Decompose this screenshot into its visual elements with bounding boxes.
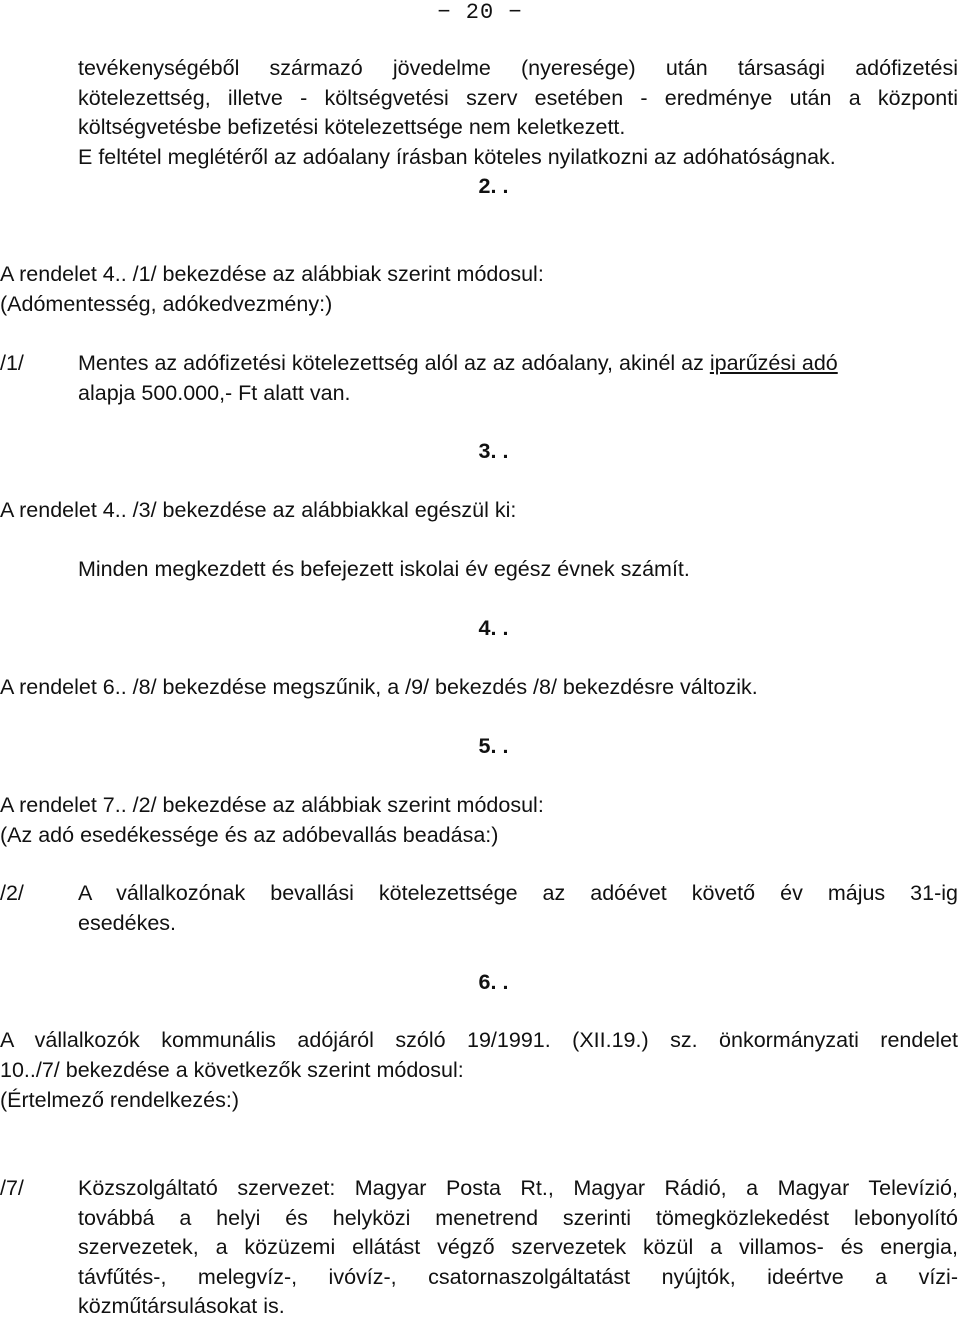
section-3-intro: A rendelet 4.. /3/ bekezdése az alábbiakkal egészül ki: <box>0 498 517 522</box>
paragraph-mark: /2/ <box>0 881 24 905</box>
section-heading-3: 3. . <box>478 439 509 463</box>
intro-paragraph-end <box>78 113 958 172</box>
paragraph-line: távfűtés-, melegvíz-, ivóvíz-, csatornaszolgáltatást nyújtók, ideértve a vízi- <box>78 1264 958 1289</box>
paragraph-line: Közszolgáltató szervezet: Magyar Posta Rt., Magyar Rádió, a Magyar Televízió, <box>78 1176 958 1200</box>
section-2-intro <box>0 260 958 319</box>
paragraph-7-text-end: közműtársulásokat is. <box>78 1294 285 1318</box>
paragraph-7-text <box>78 1174 958 1292</box>
paragraph-line: alapja 500.000,- Ft alatt van. <box>78 380 351 405</box>
intro-line: költségvetésbe befizetési kötelezettsége nem keletkezett. <box>78 115 626 139</box>
intro-line: tevékenységéből származó jövedelme (nyeresége) után társasági adófizetési <box>78 56 958 80</box>
section-intro-line: A rendelet 4.. /1/ bekezdése az alábbiak szerint módosul: <box>0 262 544 286</box>
paragraph-2-text-end: esedékes. <box>78 911 177 935</box>
section-3-text: Minden megkezdett és befejezett iskolai év egész évnek számít. <box>78 557 690 581</box>
page-number: − 20 − <box>437 0 523 25</box>
paragraph-1-text <box>78 349 958 408</box>
paragraph-mark: /7/ <box>0 1176 24 1200</box>
paragraph-text: Mentes az adófizetési kötelezettség alól az az adóalany, akinél az <box>78 351 710 375</box>
section-heading-6: 6. . <box>478 970 509 994</box>
paragraph-2-text <box>78 879 958 909</box>
paragraph-line <box>78 349 958 379</box>
section-5-intro <box>0 791 958 850</box>
section-intro-line: (Értelmező rendelkezés:) <box>0 1087 239 1112</box>
section-heading-5: 5. . <box>478 734 509 758</box>
section-intro-line: (Adómentesség, adókedvezmény:) <box>0 291 333 316</box>
section-intro-line: A vállalkozók kommunális adójáról szóló 19/1991. (XII.19.) sz. önkormányzati rendelet <box>0 1028 958 1052</box>
section-4-text: A rendelet 6.. /8/ bekezdése megszűnik, a /9/ bekezdés /8/ bekezdésre változik. <box>0 675 758 699</box>
paragraph-line: A vállalkozónak bevallási kötelezettsége az adóévet követő év május 31-ig <box>78 881 958 905</box>
paragraph-line: szervezetek, a közüzemi ellátást végző szervezetek közül a villamos- és energia, <box>78 1235 958 1259</box>
intro-paragraph <box>78 54 958 113</box>
section-intro-line: 10../7/ bekezdése a következők szerint módosul: <box>0 1058 464 1082</box>
paragraph-mark: /1/ <box>0 351 24 375</box>
paragraph-line: továbbá a helyi és helyközi menetrend szerinti tömegközlekedést lebonyolító <box>78 1205 958 1230</box>
section-6-intro-end <box>0 1056 958 1115</box>
intro-line: kötelezettség, illetve - költségvetési szerv esetében - eredménye után a központi <box>78 85 958 110</box>
underlined-term: iparűzési adó <box>709 351 838 375</box>
section-heading-2: 2. . <box>478 174 509 198</box>
section-intro-line: A rendelet 7.. /2/ bekezdése az alábbiak szerint módosul: <box>0 793 544 817</box>
section-6-intro <box>0 1026 958 1056</box>
intro-line: E feltétel meglétéről az adóalany írásban köteles nyilatkozni az adóhatóságnak. <box>78 144 836 169</box>
section-intro-line: (Az adó esedékessége és az adóbevallás beadása:) <box>0 822 499 847</box>
section-heading-4: 4. . <box>478 616 509 640</box>
